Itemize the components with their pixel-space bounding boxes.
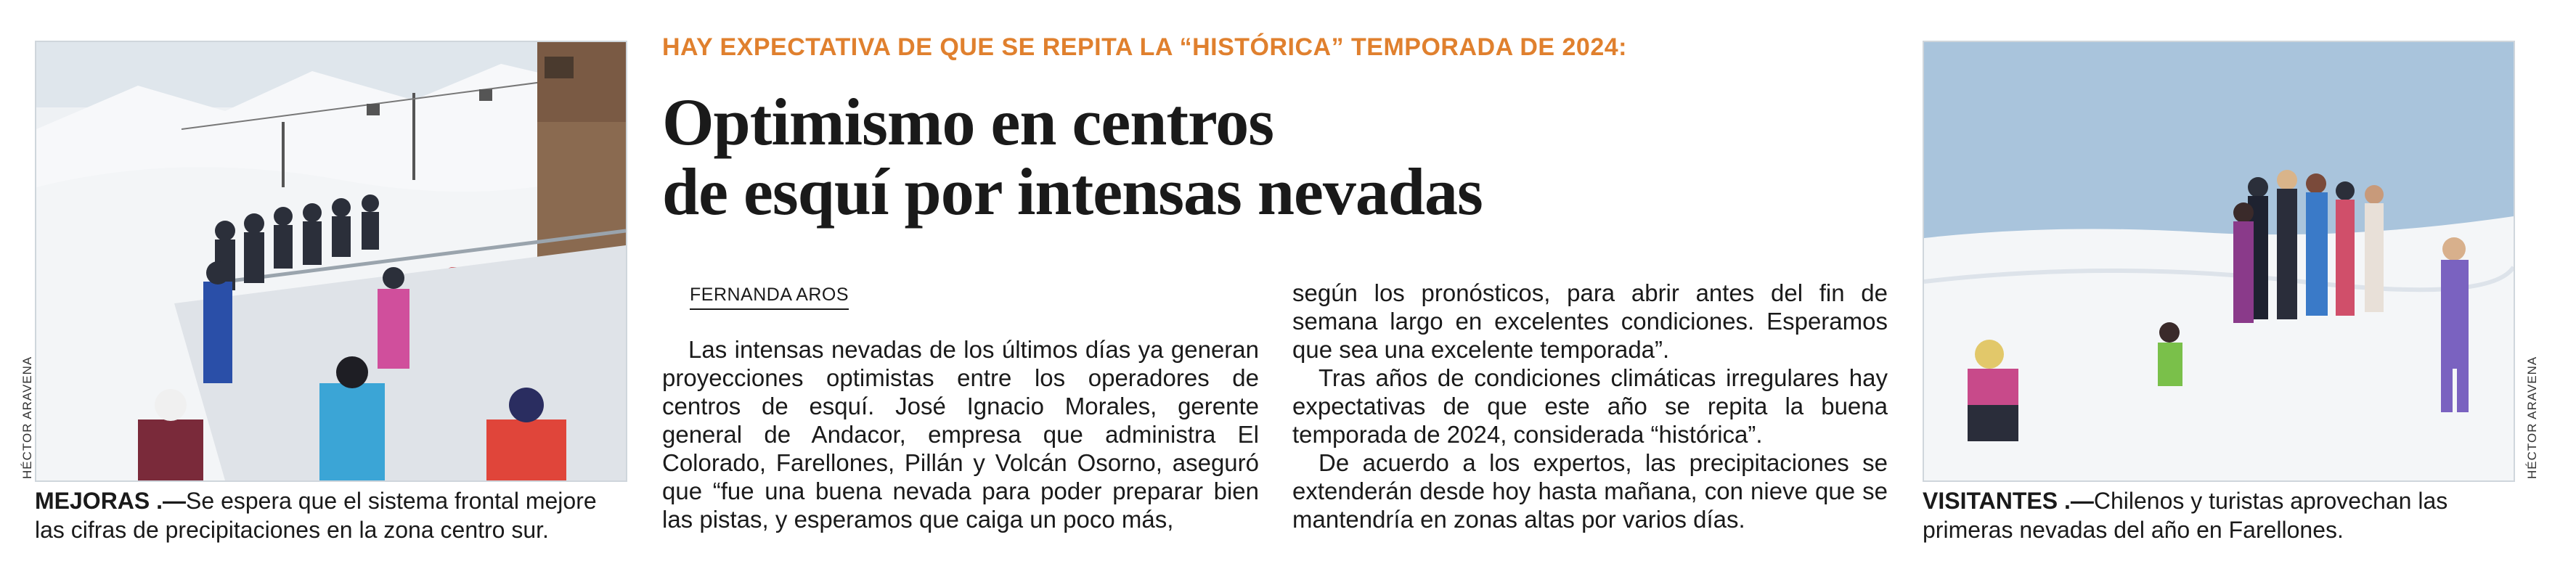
headline [662,85,1795,229]
left-caption-lead: MEJORAS .— [35,488,187,514]
snow-visitors-illustration [1924,42,2514,480]
body-paragraph: Las intensas nevadas de los últimos días ya generan proyecciones optimistas entre los operadores de centros de esquí. José Ignacio Morales, gerente general de Andacor, empresa que administra El Colorado, Farellones, Pillán y Volcán Osorno, aseguró que “fue una buena nevada para poder preparar bien las pistas, y esperamos que caiga un poco más, [662,336,1259,533]
body-paragraph: Tras años de condiciones climáticas irregulares hay expectativas de que este año se repita la buena temporada de 2024, considerada “histórica”. [1292,364,1888,448]
ski-resort-illustration [36,42,626,480]
body-column-2 [1292,279,1888,533]
right-caption-lead: VISITANTES .— [1923,488,2094,514]
right-caption-text: Chilenos y turistas aprovechan las primeras nevadas del año en Farellones. [1923,488,2448,543]
body-paragraph: según los pronósticos, para abrir antes del fin de semana largo en excelentes condiciones. Esperamos que sea una excelente temporada”. [1292,279,1888,363]
left-caption-text: Se espera que el sistema frontal mejore las cifras de precipitaciones en la zona centro sur. [35,488,597,543]
ski-resort-photo [35,41,627,482]
headline-line-1: Optimismo en centros [662,85,1274,159]
snow-visitors-photo [1923,41,2515,482]
body-paragraph: De acuerdo a los expertos, las precipitaciones se extenderán desde hoy hasta mañana, con nieve que se mantendría en zonas altas por varios días. [1292,449,1888,533]
right-photo-caption [1923,486,2518,544]
left-photo-credit: HÉCTOR ARAVENA [20,356,34,479]
headline-line-2: de esquí por intensas nevadas [662,155,1483,229]
body-column-1 [662,335,1259,533]
left-photo-caption [35,486,630,544]
byline: FERNANDA AROS [690,284,849,310]
kicker: HAY EXPECTATIVA DE QUE SE REPITA LA “HISTÓRICA” TEMPORADA DE 2024: [662,33,1627,61]
right-photo-credit: HÉCTOR ARAVENA [2525,356,2539,479]
